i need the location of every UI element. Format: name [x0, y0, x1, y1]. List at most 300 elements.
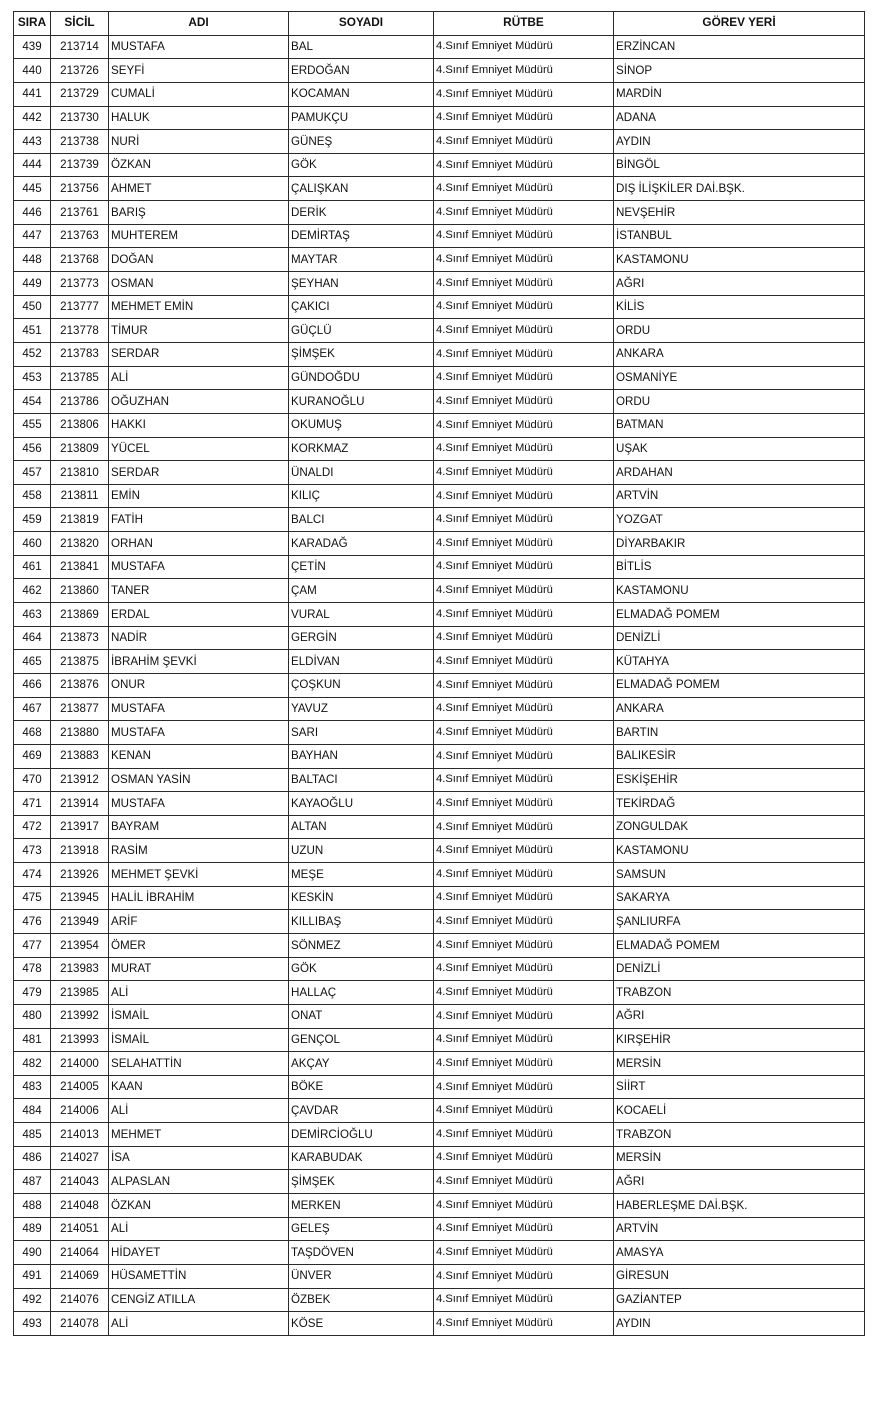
cell-soyadi: YAVUZ	[289, 697, 434, 721]
cell-sicil: 214005	[51, 1075, 109, 1099]
cell-sicil: 213778	[51, 319, 109, 343]
cell-gorev-yeri: SİNOP	[614, 59, 865, 83]
cell-sicil: 213992	[51, 1004, 109, 1028]
cell-soyadi: KARADAĞ	[289, 532, 434, 556]
cell-gorev-yeri: KOCAELİ	[614, 1099, 865, 1123]
cell-sira: 444	[14, 153, 51, 177]
table-row	[14, 342, 865, 366]
table-row	[14, 579, 865, 603]
table-row	[14, 59, 865, 83]
cell-rutbe: 4.Sınıf Emniyet Müdürü	[434, 886, 614, 910]
cell-gorev-yeri: DİYARBAKIR	[614, 532, 865, 556]
cell-rutbe: 4.Sınıf Emniyet Müdürü	[434, 59, 614, 83]
cell-sicil: 213983	[51, 957, 109, 981]
cell-adi: KENAN	[109, 744, 289, 768]
cell-rutbe: 4.Sınıf Emniyet Müdürü	[434, 579, 614, 603]
cell-gorev-yeri: BİTLİS	[614, 555, 865, 579]
cell-adi: YÜCEL	[109, 437, 289, 461]
cell-sicil: 213985	[51, 981, 109, 1005]
cell-rutbe: 4.Sınıf Emniyet Müdürü	[434, 319, 614, 343]
cell-sicil: 213877	[51, 697, 109, 721]
cell-sicil: 213875	[51, 650, 109, 674]
cell-soyadi: KURANOĞLU	[289, 390, 434, 414]
cell-soyadi: KORKMAZ	[289, 437, 434, 461]
cell-gorev-yeri: DENİZLİ	[614, 626, 865, 650]
header-rutbe: RÜTBE	[434, 12, 614, 36]
table-row	[14, 721, 865, 745]
header-adi: ADI	[109, 12, 289, 36]
cell-sicil: 213954	[51, 933, 109, 957]
cell-sicil: 213714	[51, 35, 109, 59]
cell-sicil: 213820	[51, 532, 109, 556]
cell-adi: HÜSAMETTİN	[109, 1264, 289, 1288]
cell-sira: 460	[14, 532, 51, 556]
cell-soyadi: HALLAÇ	[289, 981, 434, 1005]
cell-sicil: 213783	[51, 342, 109, 366]
cell-gorev-yeri: AĞRI	[614, 1004, 865, 1028]
cell-sira: 485	[14, 1123, 51, 1147]
table-row	[14, 1075, 865, 1099]
cell-sicil: 213914	[51, 792, 109, 816]
cell-soyadi: ÇAM	[289, 579, 434, 603]
cell-sira: 450	[14, 295, 51, 319]
cell-sicil: 213761	[51, 201, 109, 225]
cell-adi: NURİ	[109, 130, 289, 154]
table-row	[14, 863, 865, 887]
cell-adi: İSA	[109, 1146, 289, 1170]
cell-soyadi: KILIÇ	[289, 484, 434, 508]
table-row	[14, 201, 865, 225]
cell-soyadi: KARABUDAK	[289, 1146, 434, 1170]
cell-soyadi: KILLIBAŞ	[289, 910, 434, 934]
table-row	[14, 886, 865, 910]
cell-gorev-yeri: TRABZON	[614, 981, 865, 1005]
cell-adi: ÖZKAN	[109, 1194, 289, 1218]
cell-adi: MEHMET EMİN	[109, 295, 289, 319]
cell-soyadi: TAŞDÖVEN	[289, 1241, 434, 1265]
cell-gorev-yeri: MERSİN	[614, 1052, 865, 1076]
cell-adi: FATİH	[109, 508, 289, 532]
cell-rutbe: 4.Sınıf Emniyet Müdürü	[434, 1123, 614, 1147]
cell-sicil: 213730	[51, 106, 109, 130]
table-row	[14, 437, 865, 461]
cell-sira: 446	[14, 201, 51, 225]
cell-gorev-yeri: ZONGULDAK	[614, 815, 865, 839]
cell-rutbe: 4.Sınıf Emniyet Müdürü	[434, 603, 614, 627]
table-row	[14, 626, 865, 650]
cell-sira: 468	[14, 721, 51, 745]
cell-adi: ALİ	[109, 1312, 289, 1336]
cell-sira: 467	[14, 697, 51, 721]
cell-gorev-yeri: ARTVİN	[614, 1217, 865, 1241]
cell-sira: 488	[14, 1194, 51, 1218]
cell-rutbe: 4.Sınıf Emniyet Müdürü	[434, 82, 614, 106]
cell-sicil: 213756	[51, 177, 109, 201]
cell-rutbe: 4.Sınıf Emniyet Müdürü	[434, 390, 614, 414]
cell-soyadi: GÖK	[289, 957, 434, 981]
cell-gorev-yeri: ŞANLIURFA	[614, 910, 865, 934]
cell-soyadi: AKÇAY	[289, 1052, 434, 1076]
cell-gorev-yeri: ARDAHAN	[614, 461, 865, 485]
cell-sira: 452	[14, 342, 51, 366]
cell-soyadi: GÖK	[289, 153, 434, 177]
cell-soyadi: UZUN	[289, 839, 434, 863]
table-row	[14, 1194, 865, 1218]
cell-sira: 462	[14, 579, 51, 603]
cell-sira: 455	[14, 413, 51, 437]
cell-gorev-yeri: DENİZLİ	[614, 957, 865, 981]
cell-sicil: 213729	[51, 82, 109, 106]
cell-adi: HALUK	[109, 106, 289, 130]
cell-soyadi: MEŞE	[289, 863, 434, 887]
personnel-table	[13, 11, 865, 1336]
cell-sira: 474	[14, 863, 51, 887]
cell-gorev-yeri: AĞRI	[614, 272, 865, 296]
cell-soyadi: BALCI	[289, 508, 434, 532]
cell-soyadi: GERGİN	[289, 626, 434, 650]
cell-rutbe: 4.Sınıf Emniyet Müdürü	[434, 1264, 614, 1288]
cell-rutbe: 4.Sınıf Emniyet Müdürü	[434, 437, 614, 461]
cell-adi: ÖZKAN	[109, 153, 289, 177]
cell-adi: ALİ	[109, 1217, 289, 1241]
cell-sicil: 213883	[51, 744, 109, 768]
cell-soyadi: ÇAVDAR	[289, 1099, 434, 1123]
cell-rutbe: 4.Sınıf Emniyet Müdürü	[434, 201, 614, 225]
cell-soyadi: ÖZBEK	[289, 1288, 434, 1312]
cell-rutbe: 4.Sınıf Emniyet Müdürü	[434, 177, 614, 201]
cell-gorev-yeri: ELMADAĞ POMEM	[614, 933, 865, 957]
cell-gorev-yeri: ESKİŞEHİR	[614, 768, 865, 792]
cell-adi: TANER	[109, 579, 289, 603]
cell-sicil: 214076	[51, 1288, 109, 1312]
cell-gorev-yeri: ORDU	[614, 319, 865, 343]
table-row	[14, 1099, 865, 1123]
cell-sira: 443	[14, 130, 51, 154]
cell-sicil: 213918	[51, 839, 109, 863]
cell-adi: ÖMER	[109, 933, 289, 957]
cell-sicil: 213917	[51, 815, 109, 839]
table-row	[14, 744, 865, 768]
cell-gorev-yeri: ANKARA	[614, 342, 865, 366]
cell-rutbe: 4.Sınıf Emniyet Müdürü	[434, 484, 614, 508]
cell-rutbe: 4.Sınıf Emniyet Müdürü	[434, 1288, 614, 1312]
cell-adi: MEHMET	[109, 1123, 289, 1147]
cell-adi: İBRAHİM ŞEVKİ	[109, 650, 289, 674]
table-row	[14, 130, 865, 154]
cell-adi: MURAT	[109, 957, 289, 981]
cell-sira: 441	[14, 82, 51, 106]
cell-gorev-yeri: UŞAK	[614, 437, 865, 461]
cell-rutbe: 4.Sınıf Emniyet Müdürü	[434, 721, 614, 745]
cell-sira: 465	[14, 650, 51, 674]
cell-adi: MUSTAFA	[109, 555, 289, 579]
cell-sira: 481	[14, 1028, 51, 1052]
cell-sira: 440	[14, 59, 51, 83]
table-row	[14, 957, 865, 981]
cell-sira: 478	[14, 957, 51, 981]
cell-sicil: 214069	[51, 1264, 109, 1288]
cell-sicil: 214006	[51, 1099, 109, 1123]
cell-sicil: 213785	[51, 366, 109, 390]
table-row	[14, 461, 865, 485]
cell-sira: 469	[14, 744, 51, 768]
cell-gorev-yeri: TEKİRDAĞ	[614, 792, 865, 816]
cell-rutbe: 4.Sınıf Emniyet Müdürü	[434, 461, 614, 485]
cell-sira: 456	[14, 437, 51, 461]
cell-rutbe: 4.Sınıf Emniyet Müdürü	[434, 744, 614, 768]
cell-rutbe: 4.Sınıf Emniyet Müdürü	[434, 1052, 614, 1076]
cell-rutbe: 4.Sınıf Emniyet Müdürü	[434, 768, 614, 792]
cell-soyadi: ALTAN	[289, 815, 434, 839]
cell-adi: DOĞAN	[109, 248, 289, 272]
cell-soyadi: ŞİMŞEK	[289, 1170, 434, 1194]
cell-sicil: 213777	[51, 295, 109, 319]
cell-rutbe: 4.Sınıf Emniyet Müdürü	[434, 626, 614, 650]
cell-sicil: 213738	[51, 130, 109, 154]
cell-adi: ALPASLAN	[109, 1170, 289, 1194]
cell-sicil: 214064	[51, 1241, 109, 1265]
cell-soyadi: SARI	[289, 721, 434, 745]
cell-rutbe: 4.Sınıf Emniyet Müdürü	[434, 130, 614, 154]
cell-sira: 476	[14, 910, 51, 934]
cell-rutbe: 4.Sınıf Emniyet Müdürü	[434, 295, 614, 319]
table-row	[14, 555, 865, 579]
cell-soyadi: ÜNVER	[289, 1264, 434, 1288]
cell-sira: 473	[14, 839, 51, 863]
cell-gorev-yeri: KASTAMONU	[614, 579, 865, 603]
cell-sira: 472	[14, 815, 51, 839]
table-row	[14, 1217, 865, 1241]
cell-adi: KAAN	[109, 1075, 289, 1099]
cell-gorev-yeri: ADANA	[614, 106, 865, 130]
cell-adi: MEHMET ŞEVKİ	[109, 863, 289, 887]
cell-soyadi: GÜÇLÜ	[289, 319, 434, 343]
cell-adi: OĞUZHAN	[109, 390, 289, 414]
cell-sicil: 213876	[51, 673, 109, 697]
cell-sicil: 214078	[51, 1312, 109, 1336]
cell-sira: 479	[14, 981, 51, 1005]
cell-rutbe: 4.Sınıf Emniyet Müdürü	[434, 555, 614, 579]
cell-sira: 461	[14, 555, 51, 579]
cell-sira: 486	[14, 1146, 51, 1170]
table-row	[14, 839, 865, 863]
cell-adi: MUSTAFA	[109, 721, 289, 745]
cell-gorev-yeri: SİİRT	[614, 1075, 865, 1099]
cell-sicil: 213880	[51, 721, 109, 745]
cell-gorev-yeri: ERZİNCAN	[614, 35, 865, 59]
table-row	[14, 106, 865, 130]
cell-adi: SERDAR	[109, 342, 289, 366]
table-row	[14, 82, 865, 106]
cell-sira: 447	[14, 224, 51, 248]
cell-rutbe: 4.Sınıf Emniyet Müdürü	[434, 1217, 614, 1241]
cell-sicil: 213993	[51, 1028, 109, 1052]
cell-rutbe: 4.Sınıf Emniyet Müdürü	[434, 106, 614, 130]
cell-soyadi: MERKEN	[289, 1194, 434, 1218]
cell-soyadi: ŞEYHAN	[289, 272, 434, 296]
table-row	[14, 1123, 865, 1147]
cell-soyadi: ÇALIŞKAN	[289, 177, 434, 201]
cell-adi: RASİM	[109, 839, 289, 863]
cell-gorev-yeri: MARDİN	[614, 82, 865, 106]
cell-adi: OSMAN YASİN	[109, 768, 289, 792]
cell-gorev-yeri: GAZİANTEP	[614, 1288, 865, 1312]
cell-gorev-yeri: KİLİS	[614, 295, 865, 319]
cell-gorev-yeri: AĞRI	[614, 1170, 865, 1194]
cell-sicil: 213773	[51, 272, 109, 296]
cell-adi: İSMAİL	[109, 1028, 289, 1052]
table-row	[14, 1241, 865, 1265]
cell-gorev-yeri: ARTVİN	[614, 484, 865, 508]
cell-sira: 457	[14, 461, 51, 485]
cell-adi: HALİL İBRAHİM	[109, 886, 289, 910]
cell-soyadi: DEMİRTAŞ	[289, 224, 434, 248]
cell-rutbe: 4.Sınıf Emniyet Müdürü	[434, 1241, 614, 1265]
cell-rutbe: 4.Sınıf Emniyet Müdürü	[434, 35, 614, 59]
cell-soyadi: GÜNDOĞDU	[289, 366, 434, 390]
cell-soyadi: MAYTAR	[289, 248, 434, 272]
cell-adi: ALİ	[109, 1099, 289, 1123]
cell-sira: 492	[14, 1288, 51, 1312]
cell-sicil: 213726	[51, 59, 109, 83]
cell-sira: 454	[14, 390, 51, 414]
cell-soyadi: DEMİRCİOĞLU	[289, 1123, 434, 1147]
cell-sira: 483	[14, 1075, 51, 1099]
cell-rutbe: 4.Sınıf Emniyet Müdürü	[434, 248, 614, 272]
table-row	[14, 1004, 865, 1028]
cell-soyadi: ELDİVAN	[289, 650, 434, 674]
cell-rutbe: 4.Sınıf Emniyet Müdürü	[434, 272, 614, 296]
cell-sicil: 213949	[51, 910, 109, 934]
cell-sira: 451	[14, 319, 51, 343]
cell-sicil: 214048	[51, 1194, 109, 1218]
cell-sira: 489	[14, 1217, 51, 1241]
cell-soyadi: BÖKE	[289, 1075, 434, 1099]
table-row	[14, 815, 865, 839]
cell-sicil: 213841	[51, 555, 109, 579]
cell-rutbe: 4.Sınıf Emniyet Müdürü	[434, 1075, 614, 1099]
cell-adi: MUSTAFA	[109, 792, 289, 816]
cell-sicil: 213809	[51, 437, 109, 461]
table-row	[14, 1052, 865, 1076]
cell-rutbe: 4.Sınıf Emniyet Müdürü	[434, 981, 614, 1005]
cell-adi: CENGİZ ATILLA	[109, 1288, 289, 1312]
cell-sicil: 213869	[51, 603, 109, 627]
cell-soyadi: BAYHAN	[289, 744, 434, 768]
cell-rutbe: 4.Sınıf Emniyet Müdürü	[434, 508, 614, 532]
cell-rutbe: 4.Sınıf Emniyet Müdürü	[434, 1312, 614, 1336]
cell-soyadi: KESKİN	[289, 886, 434, 910]
cell-rutbe: 4.Sınıf Emniyet Müdürü	[434, 792, 614, 816]
table-row	[14, 390, 865, 414]
cell-rutbe: 4.Sınıf Emniyet Müdürü	[434, 910, 614, 934]
cell-gorev-yeri: AMASYA	[614, 1241, 865, 1265]
cell-adi: HAKKI	[109, 413, 289, 437]
table-row	[14, 650, 865, 674]
table-row	[14, 1028, 865, 1052]
cell-gorev-yeri: AYDIN	[614, 1312, 865, 1336]
cell-sira: 480	[14, 1004, 51, 1028]
cell-adi: İSMAİL	[109, 1004, 289, 1028]
table-row	[14, 224, 865, 248]
cell-soyadi: SÖNMEZ	[289, 933, 434, 957]
cell-sira: 466	[14, 673, 51, 697]
cell-sira: 445	[14, 177, 51, 201]
cell-sicil: 214043	[51, 1170, 109, 1194]
header-row	[14, 12, 865, 36]
table-row	[14, 248, 865, 272]
header-soyadi: SOYADI	[289, 12, 434, 36]
table-row	[14, 1288, 865, 1312]
cell-rutbe: 4.Sınıf Emniyet Müdürü	[434, 342, 614, 366]
cell-gorev-yeri: BİNGÖL	[614, 153, 865, 177]
cell-sicil: 213912	[51, 768, 109, 792]
cell-rutbe: 4.Sınıf Emniyet Müdürü	[434, 1099, 614, 1123]
cell-sicil: 213819	[51, 508, 109, 532]
cell-gorev-yeri: ANKARA	[614, 697, 865, 721]
cell-rutbe: 4.Sınıf Emniyet Müdürü	[434, 1194, 614, 1218]
cell-adi: BAYRAM	[109, 815, 289, 839]
cell-gorev-yeri: YOZGAT	[614, 508, 865, 532]
cell-gorev-yeri: ELMADAĞ POMEM	[614, 603, 865, 627]
cell-sicil: 213811	[51, 484, 109, 508]
cell-rutbe: 4.Sınıf Emniyet Müdürü	[434, 1004, 614, 1028]
table-row	[14, 484, 865, 508]
table-row	[14, 910, 865, 934]
cell-sira: 484	[14, 1099, 51, 1123]
cell-gorev-yeri: SAKARYA	[614, 886, 865, 910]
cell-soyadi: GÜNEŞ	[289, 130, 434, 154]
cell-rutbe: 4.Sınıf Emniyet Müdürü	[434, 1146, 614, 1170]
table-row	[14, 603, 865, 627]
table-row	[14, 177, 865, 201]
table-row	[14, 153, 865, 177]
cell-gorev-yeri: İSTANBUL	[614, 224, 865, 248]
cell-adi: SEYFİ	[109, 59, 289, 83]
cell-rutbe: 4.Sınıf Emniyet Müdürü	[434, 673, 614, 697]
cell-gorev-yeri: KASTAMONU	[614, 839, 865, 863]
cell-sicil: 213763	[51, 224, 109, 248]
header-gorev-yeri: GÖREV YERİ	[614, 12, 865, 36]
table-row	[14, 532, 865, 556]
cell-sira: 490	[14, 1241, 51, 1265]
cell-rutbe: 4.Sınıf Emniyet Müdürü	[434, 650, 614, 674]
cell-adi: SELAHATTİN	[109, 1052, 289, 1076]
cell-adi: ORHAN	[109, 532, 289, 556]
cell-soyadi: BALTACI	[289, 768, 434, 792]
cell-sicil: 213768	[51, 248, 109, 272]
table-row	[14, 366, 865, 390]
cell-adi: EMİN	[109, 484, 289, 508]
cell-gorev-yeri: KÜTAHYA	[614, 650, 865, 674]
cell-adi: ALİ	[109, 366, 289, 390]
cell-sira: 477	[14, 933, 51, 957]
cell-sira: 491	[14, 1264, 51, 1288]
cell-soyadi: ONAT	[289, 1004, 434, 1028]
cell-gorev-yeri: NEVŞEHİR	[614, 201, 865, 225]
cell-sicil: 213945	[51, 886, 109, 910]
table-row	[14, 768, 865, 792]
cell-soyadi: OKUMUŞ	[289, 413, 434, 437]
cell-sira: 458	[14, 484, 51, 508]
cell-soyadi: ERDOĞAN	[289, 59, 434, 83]
table-body	[14, 35, 865, 1335]
cell-gorev-yeri: OSMANİYE	[614, 366, 865, 390]
cell-soyadi: GENÇOL	[289, 1028, 434, 1052]
cell-sicil: 214013	[51, 1123, 109, 1147]
cell-sicil: 213786	[51, 390, 109, 414]
cell-sicil: 213873	[51, 626, 109, 650]
